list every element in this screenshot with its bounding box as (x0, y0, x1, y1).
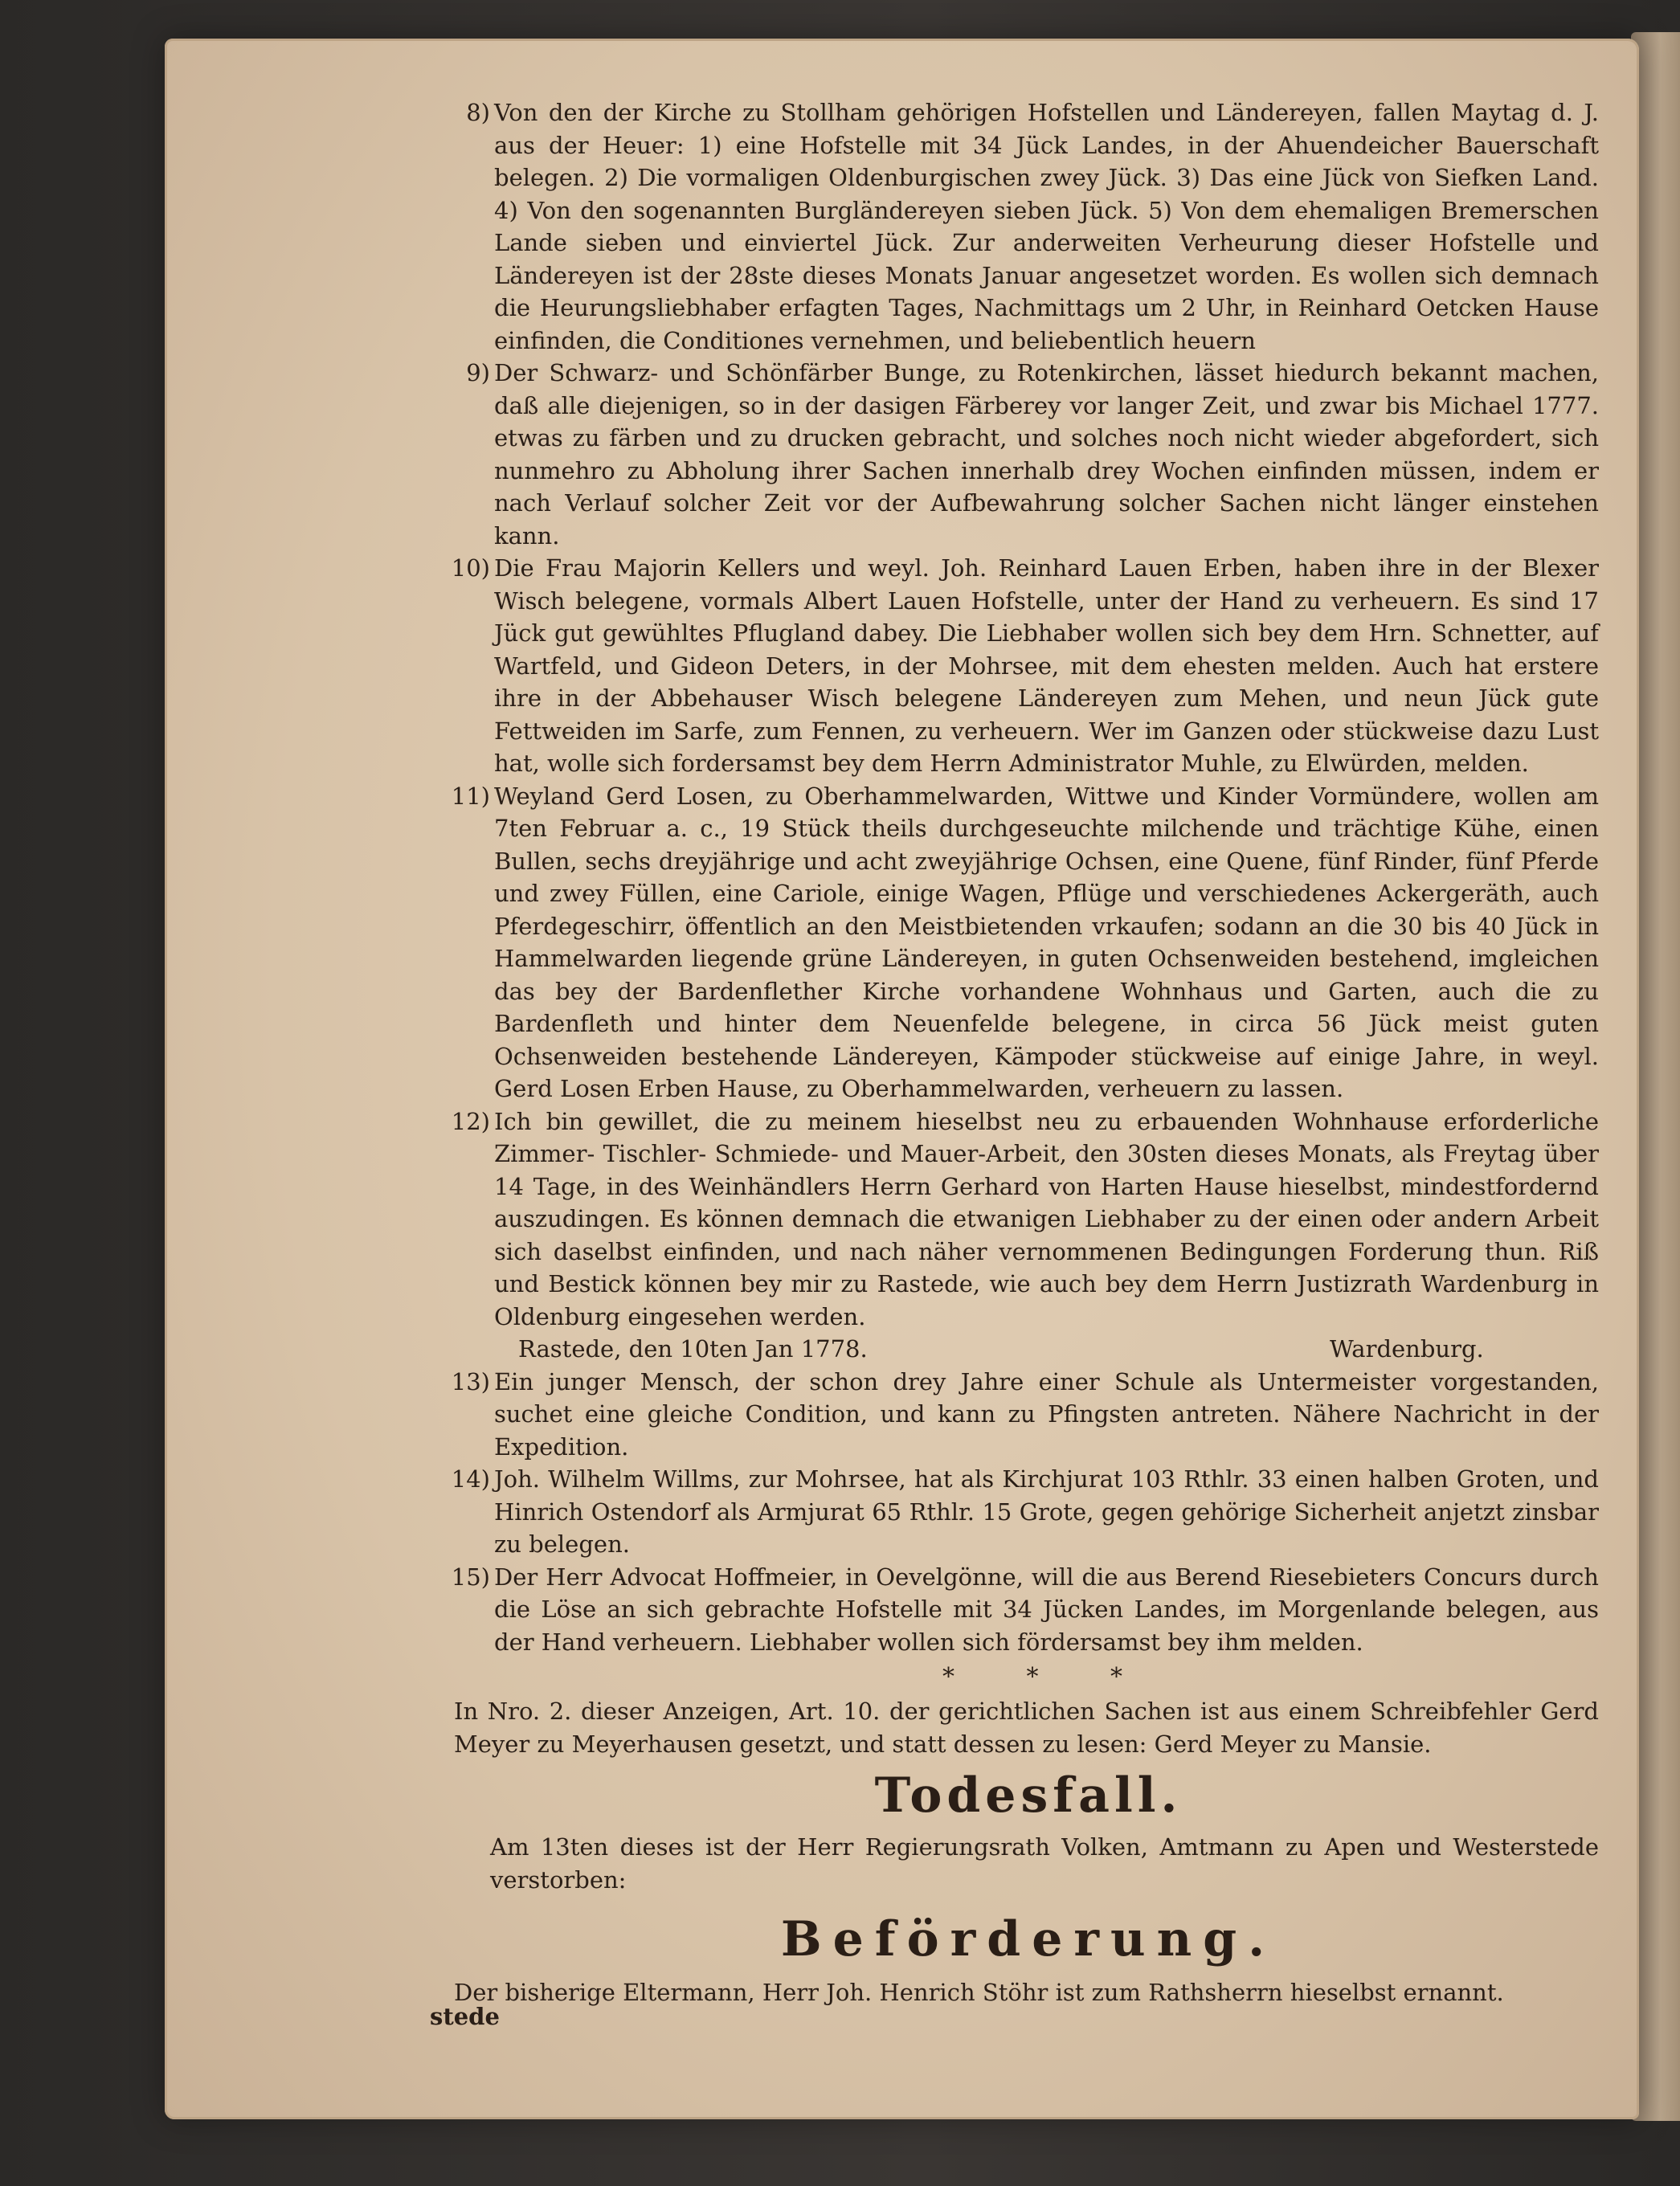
signature-name: Wardenburg. (1330, 1335, 1484, 1363)
list-item (265, 780, 1599, 1105)
death-notice-text: Am 13ten dieses ist der Herr Regierungsrath Volken, Amtmann zu Apen und Westerstede verstorben: (490, 1833, 1599, 1894)
entry-number: 13) (451, 1367, 490, 1395)
list-item (265, 1463, 1599, 1561)
entry-text: Joh. Wilhelm Willms, zur Mohrsee, hat als Kirchjurat 103 Rthlr. 33 einen halben Groten, und Hinrich Ostendorf als Armjurat 65 Rthlr. 15 Grote, gegen gehörige Sicherheit anjetzt zinsbar zu belegen. (494, 1465, 1599, 1558)
entry-number: 15) (451, 1563, 490, 1591)
list-item (265, 1561, 1599, 1659)
asterisk-divider: * * * (942, 1663, 1155, 1691)
entry-text: Die Frau Majorin Kellers und weyl. Joh. Reinhard Lauen Erben, haben ihre in der Blexer Wisch belegene, vormals Albert Lauen Hofstelle, unter der Hand zu verheuern. Es sind 17 Jück gut gewühltes Pflugland dabey. Die Liebhaber wollen sich bey dem Hrn. Schnetter, auf Wartfeld, und Gideon Deters, in der Mohrsee, mit dem ehesten melden. Auch hat erstere ihre in der Abbehauser Wisch belegene Ländereyen zum Mehen, und neun Jück gute Fettweiden im Sarfe, zum Fennen, zu verheuern. Wer im Ganzen oder stückweise dazu Lust hat, wolle sich fordersamst bey dem Herrn Administrator Muhle, zu Elwürden, melden. (494, 554, 1599, 777)
correction-notice: In Nro. 2. dieser Anzeigen, Art. 10. der gerichtlichen Sachen ist aus einem Schreibfehler Gerd Meyer zu Meyerhausen gesetzt, und statt dessen zu lesen: Gerd Meyer zu Mansie. (454, 1698, 1599, 1758)
margin-word: stede (430, 2003, 500, 2030)
entry-number: 10) (451, 554, 490, 582)
list-item (265, 96, 1599, 357)
list-item (265, 1366, 1599, 1464)
entry-text: Der Herr Advocat Hoffmeier, in Oevelgönne, will die aus Berend Riesebieters Concurs durch die Löse an sich gebrachte Hofstelle mit 34 Jücken Landes, im Morgenlande belegen, aus der Hand verheuern. Liebhaber wollen sich fördersamst bey ihm melden. (494, 1563, 1599, 1656)
entry-text: Ein junger Mensch, der schon drey Jahre einer Schule als Untermeister vorgestanden, suchet eine gleiche Condition, und kann zu Pfingsten antreten. Nähere Nachricht in der Expedition. (494, 1367, 1599, 1461)
entry-text: Der Schwarz- und Schönfärber Bunge, zu Rotenkirchen, lässet hiedurch bekannt machen, daß alle diejenigen, so in der dasigen Färberey vor langer Zeit, und zwar bis Michael 1777. etwas zu färben und zu drucken gebracht, und solches noch nicht wieder abgefordert, sich nunmehro zu Abholung ihrer Sachen innerhalb drey Wochen einfinden müssen, indem er nach Verlauf solcher Zeit vor der Aufbewahrung solcher Sachen nicht länger einstehen kann. (494, 359, 1599, 550)
promotion-notice-text: Der bisherige Eltermann, Herr Joh. Henrich Stöhr ist zum Rathsherrn hieselbst ernannt. (454, 1979, 1504, 2006)
entry-number: 8) (466, 99, 490, 126)
entry-number: 11) (451, 782, 490, 810)
signature-place-date: Rastede, den 10ten Jan 1778. (518, 1335, 868, 1363)
promotion-heading: Beförderung. (780, 1911, 1277, 1967)
entry-text: Ich bin gewillet, die zu meinem hieselbst neu zu erbauenden Wohnhause erforderliche Zimmer- Tischler- Schmiede- und Mauer-Arbeit, den 30sten dieses Monats, als Freytag über 14 Tage, in des Weinhändlers Herrn Gerhard von Harten Hause hieselbst, mindestfordernd auszudingen. Es können demnach die etwanigen Liebhaber zu der einen oder andern Arbeit sich daselbst einfinden, und nach näher vernommenen Bedingungen Forderung thun. Riß und Bestick können bey mir zu Rastede, wie auch bey dem Herrn Justizrath Wardenburg in Oldenburg eingesehen werden. (494, 1107, 1599, 1330)
death-notice-heading: Todesfall. (874, 1767, 1183, 1824)
entry-text: Von den der Kirche zu Stollham gehörigen Hofstellen und Ländereyen, fallen Maytag d. J. aus der Heuer: 1) eine Hofstelle mit 34 Jück Landes, in der Ahuendeicher Bauerschaft belegen. 2) Die vormaligen Oldenburgischen zwey Jück. 3) Das eine Jück von Siefken Land. 4) Von den sogenannten Burgländereyen sieben Jück. 5) Von dem ehemaligen Bremerschen Lande sieben und einviertel Jück. Zur anderweiten Verheurung dieser Hofstelle und Ländereyen ist der 28ste dieses Monats Januar angesetzet worden. Es wollen sich demnach die Heurungsliebhaber erfagten Tages, Nachmittags um 2 Uhr, in Reinhard Oetcken Hause einfinden, die Conditiones vernehmen, und beliebentlich heuern (494, 99, 1599, 354)
list-item (265, 1105, 1599, 1334)
list-item (265, 552, 1599, 780)
signature-line (265, 1333, 1599, 1366)
page-text (265, 96, 1599, 2009)
entry-number: 14) (451, 1465, 490, 1493)
entry-number: 12) (451, 1107, 490, 1135)
list-item (265, 357, 1599, 552)
entry-text: Weyland Gerd Losen, zu Oberhammelwarden, Wittwe und Kinder Vormündere, wollen am 7ten Februar a. c., 19 Stück theils durchgeseuchte milchende und trächtige Kühe, einen Bullen, sechs dreyjährige und acht zweyjährige Ochsen, eine Quene, fünf Rinder, fünf Pferde und zwey Füllen, eine Cariole, einige Wagen, Pflüge und verschiedenes Ackergeräth, auch Pferdegeschirr, öffentlich an den Meistbietenden vrkaufen; sodann an die 30 bis 40 Jück in Hammelwarden liegende grüne Ländereyen, in guten Ochsenweiden bestehend, imgleichen das bey der Bardenflether Kirche vorhandene Wohnhaus und Garten, auch die zu Bardenfleth und hinter dem Neuenfelde belegene, in circa 56 Jück meist guten Ochsenweiden bestehende Ländereyen, Kämpoder stückweise auf einige Jahre, in weyl. Gerd Losen Erben Hause, zu Oberhammelwarden, verheuern zu lassen. (494, 782, 1599, 1102)
entry-number: 9) (466, 359, 490, 386)
